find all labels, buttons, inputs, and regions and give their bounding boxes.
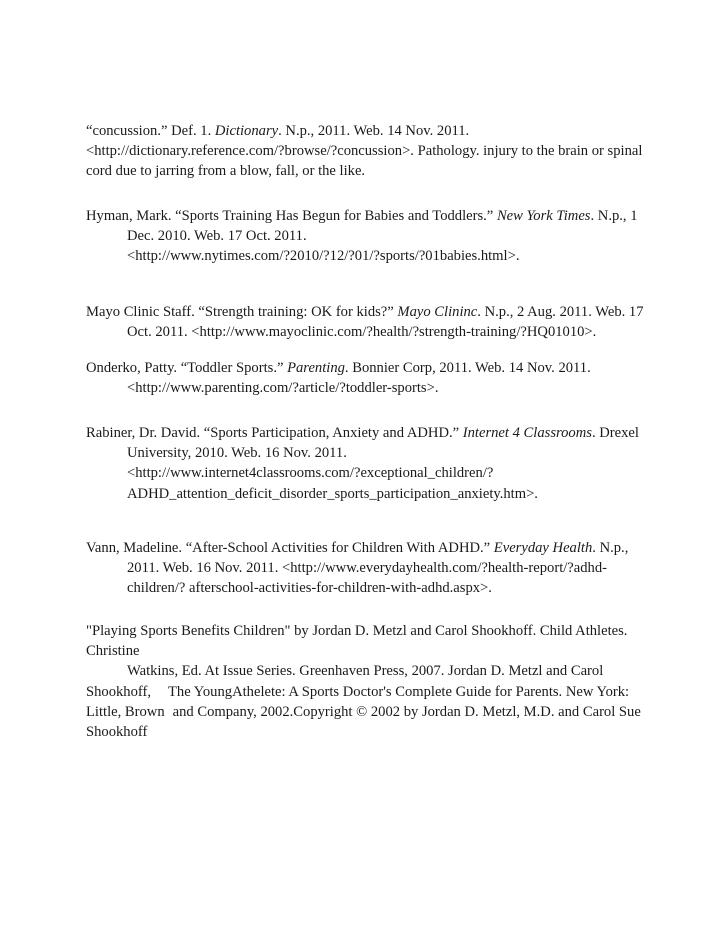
citation-vann xyxy=(86,538,646,599)
citation-line xyxy=(86,484,646,504)
citation-line xyxy=(86,246,646,266)
citation-line: Shookhoff, The YoungAthelete: A Sports Doctor's Complete Guide for Parents. New York: xyxy=(86,683,630,700)
citation-line: cord due to jarring from a blow, fall, or the like. xyxy=(86,163,366,180)
citation-line: Watkins, Ed. At Issue Series. Greenhaven Press, 2007. Jordan D. Metzl and Carol xyxy=(127,663,604,680)
citation-hyman xyxy=(86,206,646,267)
citation-rabiner xyxy=(86,423,646,504)
citation-onderko xyxy=(86,358,646,398)
citation-line: Hyman, Mark. “Sports Training Has Begun for Babies and Toddlers.” New York Times. N.p., 1 xyxy=(86,208,638,224)
citation-line xyxy=(86,463,646,483)
url-text: <http://www.parenting.com/?article/?toddler-sports>. xyxy=(127,380,439,397)
source-title: Internet 4 Classrooms xyxy=(462,425,592,441)
citation-line: "Playing Sports Benefits Children" by Jordan D. Metzl and Carol Shookhoff. Child Athletes. xyxy=(86,623,628,639)
url-text: children/? afterschool-activities-for-children-with-adhd.aspx>. xyxy=(127,580,492,597)
url-text: <http://dictionary.reference.com/?browse/?concussion>. Pathology. injury to the brain or spinal xyxy=(86,143,643,160)
citation-line: Dec. 2010. Web. 17 Oct. 2011. xyxy=(127,228,307,245)
source-title: New York Times xyxy=(496,208,591,224)
citation-line: Mayo Clinic Staff. “Strength training: OK for kids?” Mayo Clininc. N.p., 2 Aug. 2011. Web. 17 xyxy=(86,304,644,320)
citation-line: Christine xyxy=(86,643,140,660)
citation-line xyxy=(86,578,646,598)
source-title: Everyday Health xyxy=(493,540,593,556)
url-text: <http://www.internet4classrooms.com/?exceptional_children/? xyxy=(127,465,494,482)
url-text: ADHD_attention_deficit_disorder_sports_participation_anxiety.htm>. xyxy=(127,485,538,502)
citation-mayo-clinic xyxy=(86,302,646,342)
citation-line xyxy=(86,141,646,161)
citation-line: Rabiner, Dr. David. “Sports Participation, Anxiety and ADHD.” Internet 4 Classrooms. Drexel xyxy=(86,425,639,441)
citation-playing-sports xyxy=(86,621,646,742)
citation-line: Shookhoff xyxy=(86,723,148,740)
source-title: Dictionary xyxy=(214,123,279,139)
citation-concussion xyxy=(86,121,646,182)
citation-line: Onderko, Patty. “Toddler Sports.” Parenting. Bonnier Corp, 2011. Web. 14 Nov. 2011. xyxy=(86,360,591,376)
citation-line: Vann, Madeline. “After-School Activities for Children With ADHD.” Everyday Health. N.p., xyxy=(86,540,629,556)
citation-line xyxy=(86,378,646,398)
url-text: <http://www.nytimes.com/?2010/?12/?01/?sports/?01babies.html>. xyxy=(127,248,520,265)
citation-line: Little, Brown and Company, 2002.Copyright © 2002 by Jordan D. Metzl, M.D. and Carol Sue xyxy=(86,703,641,720)
source-title: Mayo Clininc xyxy=(397,304,478,320)
citation-line: Oct. 2011. <http://www.mayoclinic.com/?health/?strength-training/?HQ01010>. xyxy=(127,324,597,341)
citation-line: “concussion.” Def. 1. Dictionary. N.p., 2011. Web. 14 Nov. 2011. xyxy=(86,123,470,139)
source-title: Parenting xyxy=(287,360,345,376)
citation-line: University, 2010. Web. 16 Nov. 2011. xyxy=(127,445,347,462)
citation-line: 2011. Web. 16 Nov. 2011. <http://www.everydayhealth.com/?health-report/?adhd- xyxy=(127,560,608,577)
